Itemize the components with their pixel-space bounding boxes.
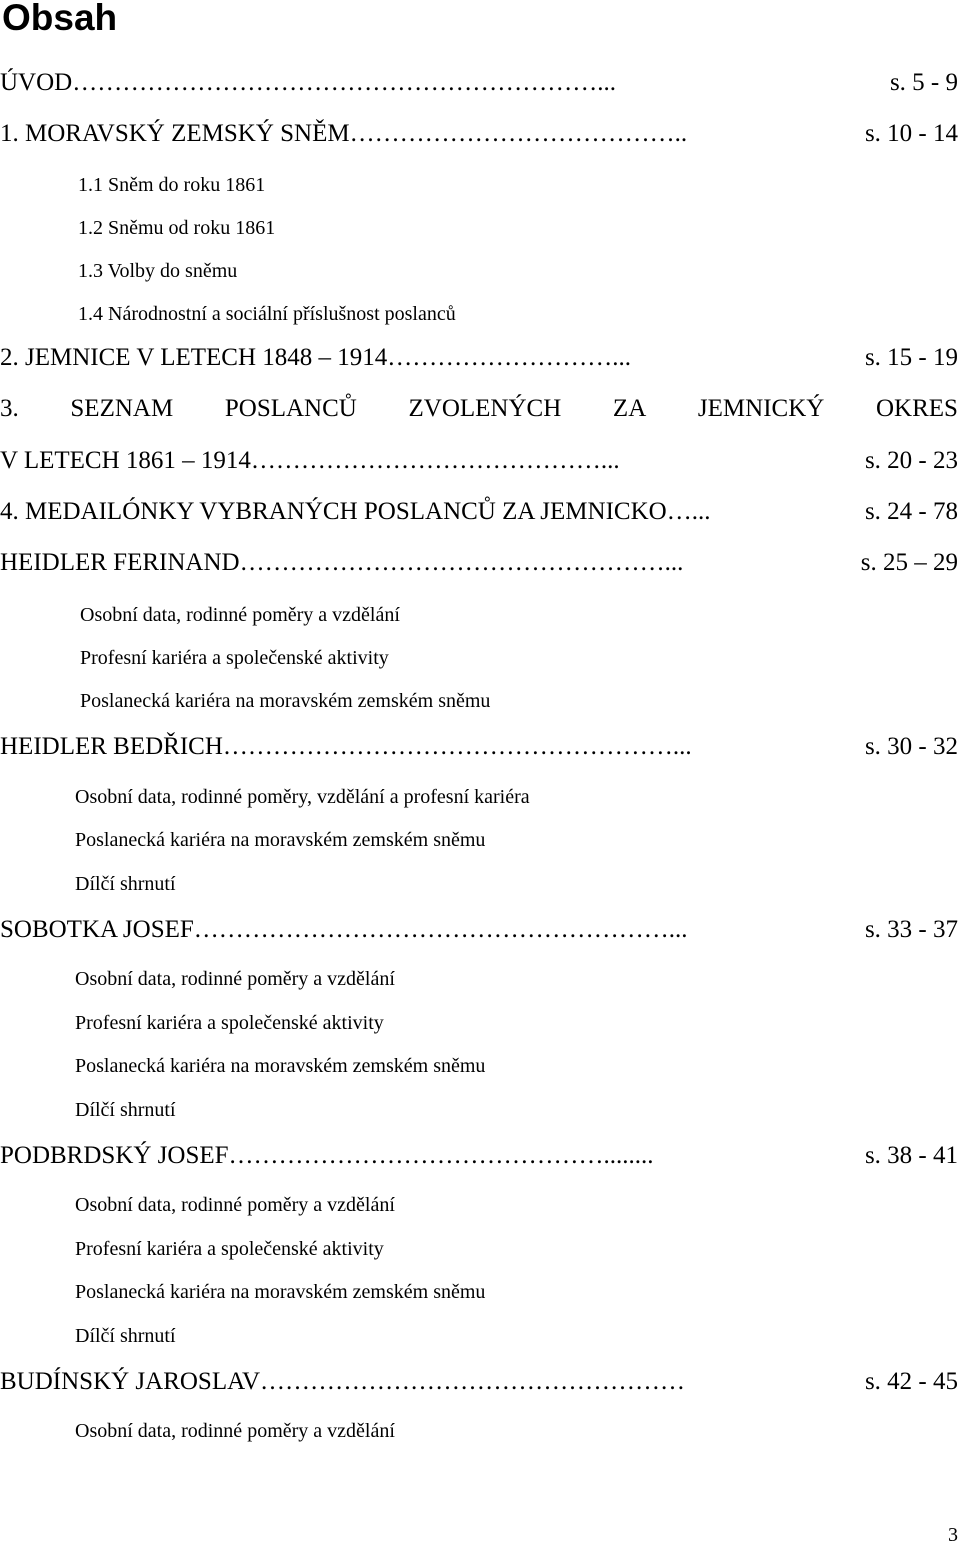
page-number: 3	[948, 1524, 958, 1546]
toc-subentry: Profesní kariéra a společenské aktivity	[80, 647, 389, 669]
toc-subentry: Osobní data, rodinné poměry a vzdělání	[80, 604, 400, 626]
toc-entry-label: HEIDLER FERINAND……………………………………………...	[0, 549, 684, 576]
toc-subentry: Osobní data, rodinné poměry a vzdělání	[75, 1420, 395, 1442]
toc-subentry: Profesní kariéra a společenské aktivity	[75, 1012, 384, 1034]
toc-subentry: 1.2 Sněmu od roku 1861	[78, 217, 276, 239]
toc-entry-justified-line: 3. SEZNAM POSLANCŮ ZVOLENÝCH ZA JEMNICKÝ OKRES	[0, 395, 958, 422]
toc-subentry: Osobní data, rodinné poměry, vzdělání a profesní kariéra	[75, 786, 530, 808]
toc-subentry: Poslanecká kariéra na moravském zemském sněmu	[75, 1281, 486, 1303]
toc-entry-label: 1. MORAVSKÝ ZEMSKÝ SNĚM…………………………………..	[0, 120, 688, 147]
toc-entry-pages: s. 24 - 78	[864, 498, 958, 525]
toc-entry-pages: s. 30 - 32	[864, 733, 958, 760]
toc-entry	[0, 343, 960, 373]
toc-entry-pages: s. 20 - 23	[864, 447, 958, 474]
toc-entry	[0, 497, 960, 527]
toc-entry-label: BUDÍNSKÝ JAROSLAV……………………………………………	[0, 1368, 685, 1395]
toc-subentry: Dílčí shrnutí	[75, 1099, 176, 1121]
toc-entry-pages: s. 5 - 9	[889, 69, 958, 96]
toc-entry	[0, 548, 960, 578]
toc-entry-label: ÚVOD………………………………………………………...	[0, 69, 616, 96]
toc-subentry: 1.3 Volby do sněmu	[78, 260, 238, 282]
toc-subentry: Poslanecká kariéra na moravském zemském sněmu	[75, 1055, 486, 1077]
toc-subentry: Profesní kariéra a společenské aktivity	[75, 1238, 384, 1260]
toc-subentry: Poslanecká kariéra na moravském zemském sněmu	[80, 690, 491, 712]
toc-entry-label: SOBOTKA JOSEF…………………………………………………...	[0, 916, 688, 943]
page-title: Obsah	[2, 0, 118, 38]
toc-subentry: Dílčí shrnutí	[75, 873, 176, 895]
toc-entry	[0, 119, 960, 149]
toc-entry-pages: s. 38 - 41	[864, 1142, 958, 1169]
toc-entry-pages: s. 42 - 45	[864, 1368, 958, 1395]
toc-entry-label: V LETECH 1861 – 1914……………………………………...	[0, 447, 620, 474]
toc-subentry: 1.1 Sněm do roku 1861	[78, 174, 266, 196]
toc-entry-pages: s. 15 - 19	[864, 344, 958, 371]
toc-entry-label: 2. JEMNICE V LETECH 1848 – 1914………………………...	[0, 344, 632, 371]
toc-entry-pages: s. 33 - 37	[864, 916, 958, 943]
toc-subentry: Osobní data, rodinné poměry a vzdělání	[75, 968, 395, 990]
toc-entry	[0, 915, 960, 945]
toc-entry	[0, 732, 960, 762]
toc-entry-label: 4. MEDAILÓNKY VYBRANÝCH POSLANCŮ ZA JEMNICKO…...	[0, 498, 711, 525]
toc-subentry: Dílčí shrnutí	[75, 1325, 176, 1347]
toc-entry	[0, 446, 960, 476]
toc-entry	[0, 1367, 960, 1397]
toc-subentry: Osobní data, rodinné poměry a vzdělání	[75, 1194, 395, 1216]
toc-entry-pages: s. 10 - 14	[864, 120, 958, 147]
toc-entry-label: HEIDLER BEDŘICH………………………………………………...	[0, 733, 692, 760]
toc-entry-label: PODBRDSKÝ JOSEF………………………………………........	[0, 1142, 654, 1169]
toc-entry-pages: s. 25 – 29	[860, 549, 958, 576]
toc-subentry: 1.4 Národnostní a sociální příslušnost poslanců	[78, 303, 456, 325]
toc-entry	[0, 1141, 960, 1171]
toc-entry	[0, 68, 960, 98]
toc-subentry: Poslanecká kariéra na moravském zemském sněmu	[75, 829, 486, 851]
